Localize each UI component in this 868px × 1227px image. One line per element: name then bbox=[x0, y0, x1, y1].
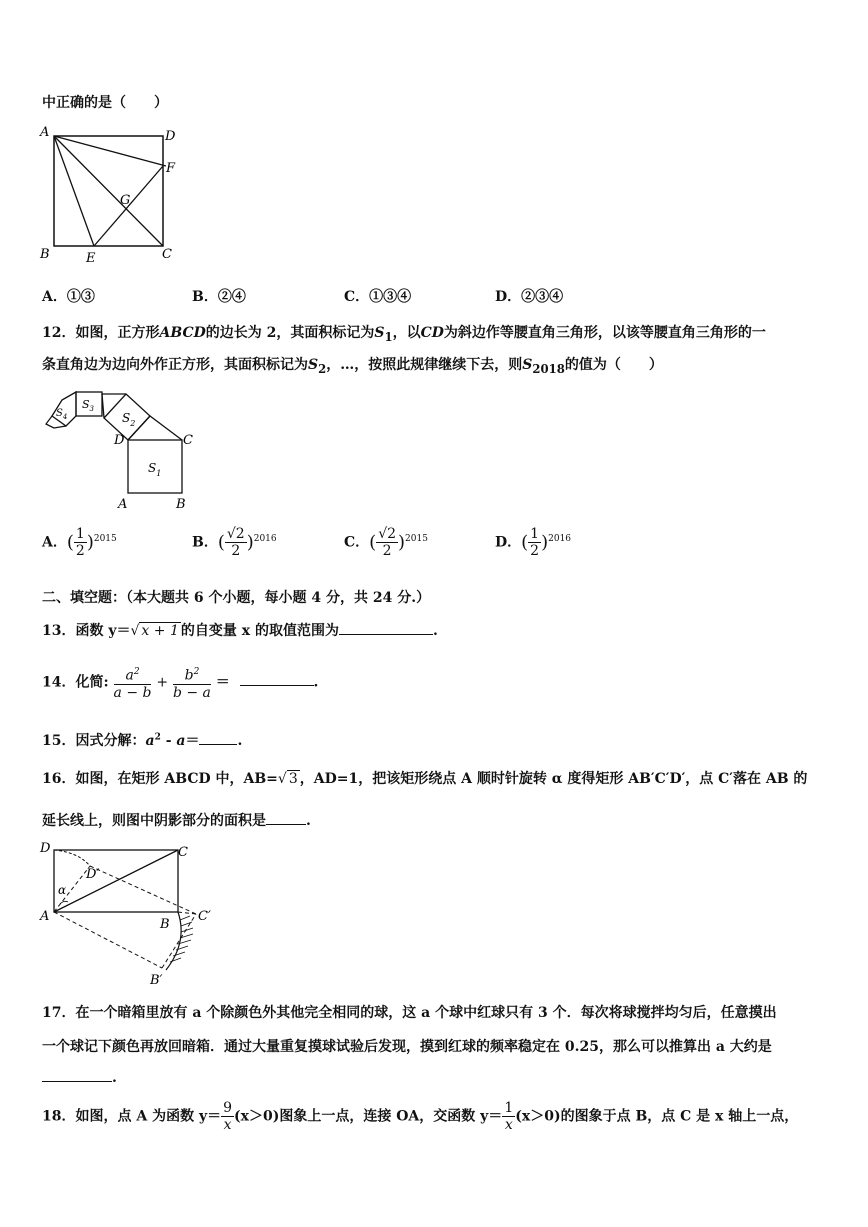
q16-label-B: B bbox=[160, 917, 170, 932]
option-exponent: 2015 bbox=[93, 533, 117, 544]
q11-label-C: C bbox=[162, 247, 172, 262]
text: . bbox=[112, 1070, 117, 1086]
q18 bbox=[42, 1100, 798, 1133]
q16-label-Dprime: D′ bbox=[86, 867, 100, 882]
q11-label-D: D bbox=[165, 129, 176, 144]
math-var: S bbox=[374, 325, 385, 341]
q12-label-A: A bbox=[118, 497, 128, 512]
option-denominator: 2 bbox=[530, 543, 540, 559]
question-number: 13． bbox=[42, 623, 76, 639]
option-numerator: 1 bbox=[75, 526, 85, 542]
text: . bbox=[313, 674, 319, 691]
text: . bbox=[237, 733, 243, 749]
math-var: S bbox=[522, 357, 533, 373]
text: ，AD=1，把该矩形绕点 A 顺时针旋转 α 度得矩形 AB′C′D′，点 C′落在 AB 的 bbox=[299, 771, 808, 787]
option-exponent: 2015 bbox=[405, 533, 428, 544]
frac-den: x bbox=[504, 1117, 513, 1133]
math-var: S bbox=[308, 357, 319, 373]
option-letter: D． bbox=[495, 534, 522, 551]
q16-label-Bprime: B′ bbox=[150, 973, 163, 988]
math-var: ABCD bbox=[159, 325, 206, 341]
option-numerator: 1 bbox=[530, 526, 540, 542]
option-text: ②④ bbox=[217, 289, 246, 305]
math-exp: 2 bbox=[154, 732, 161, 743]
q12-s2-sub: 2 bbox=[130, 419, 136, 428]
text: 的值为（ ） bbox=[564, 357, 663, 373]
q12-s4-label: S bbox=[56, 408, 63, 419]
answer-blank[interactable] bbox=[266, 824, 306, 825]
option-letter: A． bbox=[42, 289, 67, 305]
frac-num: 1 bbox=[504, 1100, 514, 1116]
equals-sign: ＝ bbox=[215, 674, 230, 691]
svg-text:S1 bbox=[148, 461, 161, 478]
text: . bbox=[432, 623, 438, 639]
math-sub: 2018 bbox=[532, 361, 565, 376]
q12-label-B: B bbox=[176, 497, 186, 512]
q15 bbox=[42, 730, 242, 750]
q11-option-c bbox=[344, 286, 411, 306]
svg-text:S4 bbox=[56, 408, 67, 421]
text: 为斜边作等腰直角三角形，以该等腰直角三角形的一 bbox=[443, 325, 766, 341]
q12-option-a: A．( $\frac{1}{2}$ )$^{2015}$ bbox=[42, 526, 117, 559]
question-number: 12． bbox=[42, 325, 76, 341]
plus-sign: + bbox=[156, 674, 169, 691]
q16-label-C: C bbox=[178, 845, 188, 860]
q11-label-F: F bbox=[166, 161, 176, 176]
option-exponent: 2016 bbox=[548, 533, 572, 544]
section-title: 二、填空题：（本大题共 6 个小题，每小题 4 分，共 24 分.） bbox=[42, 590, 431, 606]
q16-label-D: D bbox=[40, 841, 51, 856]
answer-blank[interactable] bbox=[42, 1081, 112, 1082]
question-number: 14． bbox=[42, 674, 76, 691]
option-denominator: 2 bbox=[231, 543, 241, 559]
q17-line1 bbox=[42, 1002, 777, 1022]
text: 如图，点 A 为函数 y＝ bbox=[75, 1108, 222, 1125]
q14 bbox=[42, 664, 318, 701]
q11-label-A: A bbox=[40, 125, 50, 140]
text: ，…，按照此规律继续下去，则 bbox=[326, 357, 523, 373]
option-letter: B． bbox=[192, 289, 218, 305]
q16-label-Cprime: C′ bbox=[198, 909, 211, 924]
q12-s3-sub: 3 bbox=[89, 405, 95, 413]
q11-label-E: E bbox=[86, 251, 96, 266]
frac-den: a − b bbox=[113, 684, 152, 701]
option-text: ②③④ bbox=[521, 289, 564, 305]
q12-option-c: C．( $\frac{√2}{2}$ )$^{2015}$ bbox=[344, 526, 428, 559]
sqrt-sign: √ bbox=[130, 623, 140, 639]
q12-s1-label: S bbox=[148, 461, 157, 475]
answer-blank[interactable] bbox=[339, 634, 433, 635]
frac-num-exp: 2 bbox=[193, 667, 200, 677]
question-number: 18． bbox=[42, 1108, 76, 1125]
q12-label-C: C bbox=[183, 433, 193, 448]
math-var: CD bbox=[420, 325, 444, 341]
q16-label-alpha: α bbox=[58, 883, 67, 897]
frac-num: b bbox=[184, 667, 194, 684]
option-text: ①③ bbox=[66, 289, 95, 305]
text: 延长线上，则图中阴影部分的面积是 bbox=[42, 813, 266, 829]
q12-s2-label: S bbox=[122, 411, 131, 425]
math-var: a bbox=[176, 733, 186, 749]
text: (x＞0)的图象于点 B，点 C 是 x 轴上一点， bbox=[515, 1108, 799, 1125]
option-letter: B． bbox=[192, 534, 218, 551]
option-text: ①③④ bbox=[369, 289, 412, 305]
text: 的自变量 x 的取值范围为 bbox=[180, 623, 339, 639]
q17-line3 bbox=[42, 1070, 117, 1086]
q16-figure bbox=[38, 838, 218, 988]
text: ，以 bbox=[392, 325, 421, 341]
q11-option-a bbox=[42, 286, 95, 306]
option-exponent: 2016 bbox=[253, 533, 277, 544]
text: 条直角边为边向外作正方形，其面积标记为 bbox=[42, 357, 308, 373]
q13 bbox=[42, 620, 438, 640]
equals-sign: ＝ bbox=[185, 733, 200, 749]
q12-figure bbox=[40, 380, 205, 515]
text: (x＞0)图象上一点，连接 OA，交函数 y＝ bbox=[234, 1108, 503, 1125]
text: 如图，在矩形 ABCD 中，AB= bbox=[75, 771, 278, 787]
question-number: 17． bbox=[42, 1005, 76, 1021]
math-sub: 2 bbox=[318, 361, 327, 376]
q12-s1-sub: 1 bbox=[156, 469, 162, 478]
q12-option-d: D．( $\frac{1}{2}$ )$^{2016}$ bbox=[495, 526, 572, 559]
text: 的边长为 2，其面积标记为 bbox=[205, 325, 375, 341]
q17-line2: 一个球记下颜色再放回暗箱．通过大量重复摸球试验后发现，摸到红球的频率稳定在 0.25，那么可以推算出 a 大约是 bbox=[42, 1039, 772, 1055]
q11-stem-tail: 中正确的是（ ） bbox=[42, 95, 168, 111]
option-letter: C． bbox=[344, 289, 370, 305]
frac-num: 9 bbox=[223, 1100, 233, 1116]
q16-line2 bbox=[42, 810, 311, 830]
option-denominator: 2 bbox=[75, 543, 85, 559]
svg-text:S2 bbox=[122, 411, 135, 428]
text: 如图，正方形 bbox=[75, 325, 160, 341]
answer-blank[interactable] bbox=[240, 685, 314, 686]
frac-den: b − a bbox=[172, 684, 211, 701]
sqrt-radicand: 3 bbox=[288, 771, 298, 787]
option-numerator: √2 bbox=[226, 526, 245, 542]
q12-line1 bbox=[42, 322, 766, 344]
text: 函数 y＝ bbox=[75, 623, 131, 639]
option-numerator: √2 bbox=[378, 526, 397, 542]
sqrt-radicand: x + 1 bbox=[141, 623, 179, 639]
q12-line2 bbox=[42, 354, 663, 376]
q11-option-b bbox=[192, 286, 246, 306]
math-var: a bbox=[145, 733, 155, 749]
math-sub: 1 bbox=[384, 329, 393, 344]
frac-num: a bbox=[125, 667, 134, 684]
q12-option-b: B．( $\frac{√2}{2}$ )$^{2016}$ bbox=[192, 526, 277, 559]
sqrt-sign: √ bbox=[277, 771, 287, 787]
option-denominator: 2 bbox=[382, 543, 392, 559]
q11-option-d bbox=[495, 286, 563, 306]
q11-figure bbox=[38, 124, 183, 266]
text: - bbox=[160, 733, 177, 749]
answer-blank[interactable] bbox=[199, 744, 237, 745]
svg-text:S3 bbox=[82, 398, 95, 413]
q11-label-G: G bbox=[120, 193, 131, 208]
option-letter: C． bbox=[344, 534, 370, 551]
question-number: 15． bbox=[42, 733, 76, 749]
q12-s4-sub: 4 bbox=[62, 413, 68, 421]
q12-label-D: D bbox=[114, 433, 125, 448]
text: 化简: bbox=[75, 674, 109, 691]
frac-num-exp: 2 bbox=[133, 667, 140, 677]
text: . bbox=[306, 813, 311, 829]
q16-label-A: A bbox=[40, 909, 50, 924]
option-letter: D． bbox=[495, 289, 522, 305]
question-number: 16． bbox=[42, 771, 76, 787]
q11-label-B: B bbox=[40, 247, 50, 262]
text: 在一个暗箱里放有 a 个除颜色外其他完全相同的球，这 a 个球中红球只有 3 个．每次将球搅拌均匀后，任意摸出 bbox=[75, 1005, 777, 1021]
q12-s3-label: S bbox=[82, 398, 90, 411]
frac-den: x bbox=[223, 1117, 232, 1133]
text: 因式分解： bbox=[75, 733, 146, 749]
q16-line1 bbox=[42, 768, 807, 788]
option-letter: A． bbox=[42, 534, 67, 551]
